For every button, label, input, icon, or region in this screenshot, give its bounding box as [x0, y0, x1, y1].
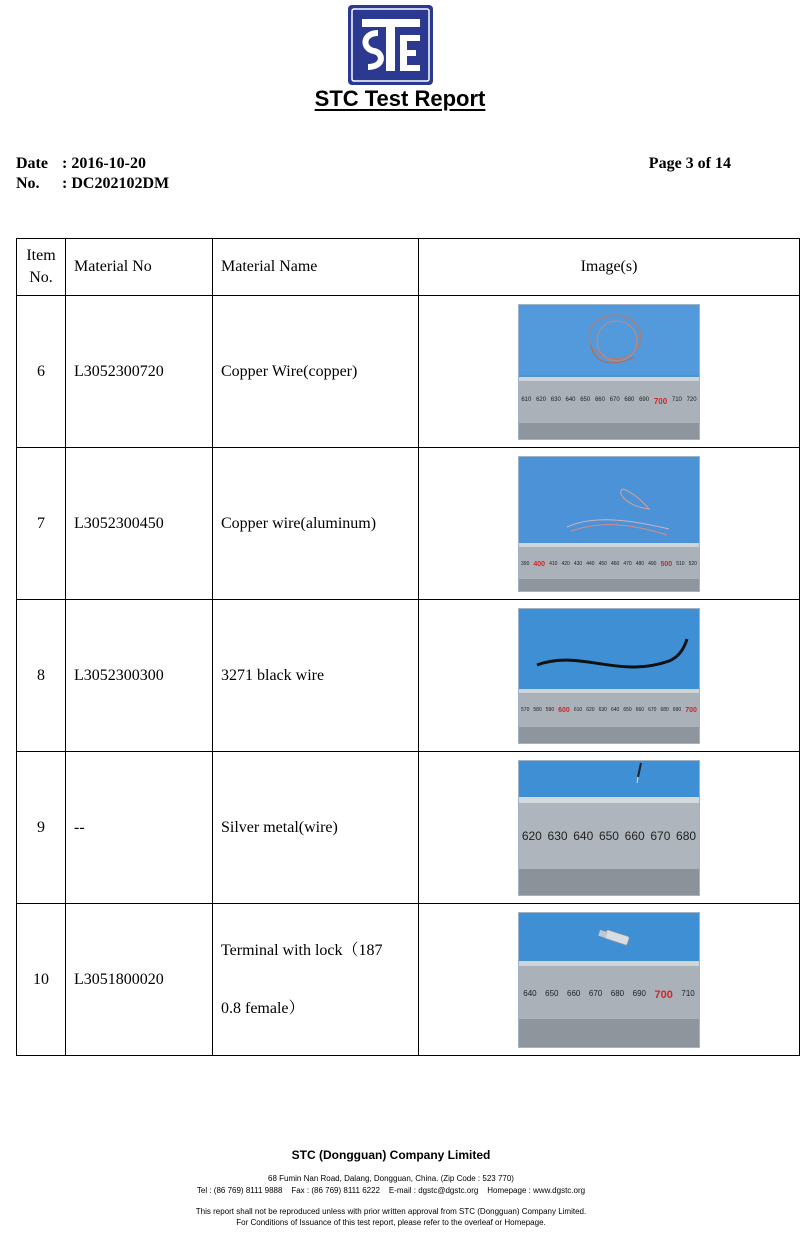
date-value: : 2016-10-20 — [62, 155, 146, 172]
ruler-tick-labels: 620 630 640 650 660 670 680 — [521, 828, 697, 843]
material-name: Terminal with lock（187 0.8 female） — [213, 904, 419, 1056]
page-number: Page 3 of 14 — [648, 155, 731, 172]
header-material-name: Material Name — [213, 239, 419, 296]
header-images: Image(s) — [419, 239, 800, 296]
materials-table — [16, 238, 800, 1056]
item-no: 8 — [17, 600, 66, 752]
item-no: 10 — [17, 904, 66, 1056]
table-header-row — [17, 239, 800, 296]
stc-logo — [348, 5, 433, 85]
ruler-tick-labels: 570 580 590 600 610 620 630 640 650 660 670 680 690 700 — [521, 706, 697, 714]
terminal-on-ruler-photo — [518, 912, 700, 1048]
header-material-no: Material No — [66, 239, 213, 296]
date-label: Date — [16, 155, 48, 172]
report-title: STC Test Report — [314, 86, 486, 111]
material-no: L3052300720 — [66, 296, 213, 448]
table-row — [17, 448, 800, 600]
aluminum-wire-on-ruler-photo — [518, 456, 700, 592]
footer-note: For Conditions of Issuance of this test report, please refer to the overleaf or Homepage. — [236, 1218, 546, 1227]
no-label: No. — [16, 175, 40, 192]
ruler-tick-labels: 640 650 660 670 680 690 700 710 — [523, 988, 695, 1001]
material-no: L3052300450 — [66, 448, 213, 600]
no-value: : DC202102DM — [62, 175, 170, 192]
item-no: 7 — [17, 448, 66, 600]
table-row — [17, 600, 800, 752]
material-no: -- — [66, 752, 213, 904]
report-meta — [16, 154, 169, 194]
ruler-tick-labels: 390 400 410 420 430 440 450 460 470 480 490 500 510 520 — [521, 560, 697, 568]
copper-wire-on-ruler-photo — [518, 304, 700, 440]
footer-address: 68 Fumin Nan Road, Dalang, Dongguan, China. (Zip Code : 523 770) — [268, 1174, 514, 1183]
item-no: 6 — [17, 296, 66, 448]
silver-wire-on-ruler-photo — [518, 760, 700, 896]
table-row — [17, 296, 800, 448]
black-wire-on-ruler-photo — [518, 608, 700, 744]
material-name: Copper wire(aluminum) — [213, 448, 419, 600]
material-name: Silver metal(wire) — [213, 752, 419, 904]
table-row — [17, 752, 800, 904]
material-no: L3051800020 — [66, 904, 213, 1056]
ruler-tick-labels: 610 620 630 640 650 660 670 680 690 700 710 720 — [521, 396, 697, 406]
material-name: Copper Wire(copper) — [213, 296, 419, 448]
material-no: L3052300300 — [66, 600, 213, 752]
table-row — [17, 904, 800, 1056]
footer-note: This report shall not be reproduced unless with prior written approval from STC (Dongguan) Company Limited. — [195, 1207, 587, 1216]
material-name: 3271 black wire — [213, 600, 419, 752]
header-item-no: Item No. — [17, 239, 66, 296]
footer-contact: Tel : (86 769) 8111 9888 Fax : (86 769) 8111 6222 E-mail : dgstc@dgstc.org Homepage : www.dgstc.org — [196, 1186, 586, 1195]
footer-company: STC (Dongguan) Company Limited — [291, 1148, 491, 1162]
item-no: 9 — [17, 752, 66, 904]
